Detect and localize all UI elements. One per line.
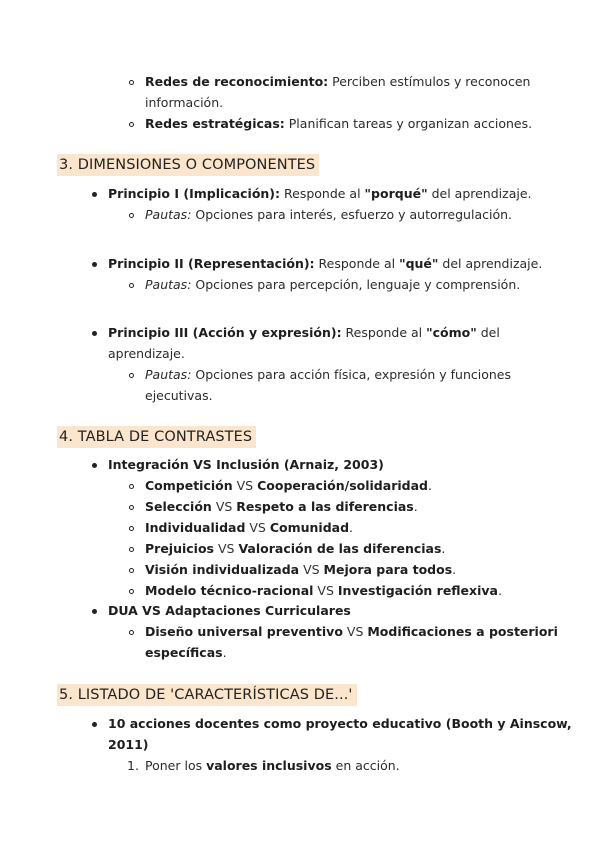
contrast-item [145,476,432,496]
bullet-icon [92,463,97,468]
contrast-b: Investigación reflexiva [337,583,498,598]
circle-bullet-icon [129,568,134,573]
item-text: Planifican tareas y organizan acciones. [284,116,533,131]
vs-label: VS [211,499,237,514]
pauta-text: Opciones para percepción, lenguaje y comprensión. [191,277,521,292]
contrast-item [145,581,502,601]
numbered-post: en acción. [331,758,400,773]
bullet-icon [92,331,97,336]
vs-label: VS [245,520,270,535]
bullet-icon [92,609,97,614]
period: . [413,499,418,514]
principle-quote: "cómo" [426,325,477,340]
period: . [452,562,457,577]
circle-bullet-icon [129,589,134,594]
list-item-continuation: información. [145,95,224,110]
circle-bullet-icon [129,213,134,218]
actions-title-continuation: 2011) [108,737,149,752]
contrast-b: Mejora para todos [323,562,453,577]
principle-title: Principio I (Implicación): [108,186,281,201]
contrast-a: Individualidad [145,520,246,535]
numbered-bold: valores inclusivos [206,758,332,773]
section-heading: 3. DIMENSIONES O COMPONENTES [57,154,319,176]
contrast-b: Respeto a las diferencias [236,499,414,514]
list-item [145,114,532,134]
numbered-marker: 1. [127,758,139,773]
contrast-item [145,497,418,517]
principle-text-end: del aprendizaje. [427,186,532,201]
contrast-item [145,560,456,580]
item-label: Redes estratégicas: [145,116,285,131]
circle-bullet-icon [129,373,134,378]
bullet-icon [92,192,97,197]
pauta-item [145,275,520,295]
contrast-a: Competición [145,478,233,493]
principle-text: Responde al [341,325,427,340]
principle-text-end: del [476,325,500,340]
section-heading: 5. LISTADO DE 'CARACTERÍSTICAS DE...' [57,684,357,706]
principle-item [108,254,542,274]
contrast-b-cont: específicas [145,645,223,660]
contrast-item-continuation: específicas. [145,645,227,660]
principle-text-end: del aprendizaje. [438,256,543,271]
contrast-item [145,622,558,642]
principle-text: Responde al [314,256,400,271]
pauta-text: Opciones para acción física, expresión y funciones [191,367,511,382]
period: . [441,541,446,556]
bullet-icon [92,722,97,727]
principle-text: Responde al [280,186,365,201]
contrast-b: Comunidad [269,520,350,535]
contrast-group-title: Integración VS Inclusión (Arnaiz, 2003) [108,457,384,472]
pauta-label: Pautas: [145,207,192,222]
pauta-label: Pautas: [145,367,192,382]
circle-bullet-icon [129,122,134,127]
item-label: Redes de reconocimiento: [145,74,329,89]
principle-title: Principio II (Representación): [108,256,315,271]
principle-continuation: aprendizaje. [108,346,185,361]
pauta-label: Pautas: [145,277,192,292]
pauta-item [145,365,511,385]
circle-bullet-icon [129,505,134,510]
period: . [497,583,502,598]
circle-bullet-icon [129,484,134,489]
numbered-item [145,756,400,776]
vs-label: VS [232,478,258,493]
pauta-text: Opciones para interés, esfuerzo y autorregulación. [191,207,513,222]
pauta-continuation: ejecutivas. [145,388,213,403]
contrast-b: Cooperación/solidaridad [257,478,428,493]
pauta-item [145,205,512,225]
circle-bullet-icon [129,80,134,85]
period: . [427,478,432,493]
contrast-a: Prejuicios [145,541,214,556]
contrast-group-title: DUA VS Adaptaciones Curriculares [108,603,351,618]
principle-title: Principio III (Acción y expresión): [108,325,342,340]
vs-label: VS [342,624,368,639]
contrast-b: Modificaciones a posteriori [367,624,558,639]
contrast-a: Selección [145,499,212,514]
vs-label: VS [214,541,239,556]
actions-title: 10 acciones docentes como proyecto educativo (Booth y Ainscow, [108,716,572,731]
item-text: Perciben estímulos y reconocen [328,74,531,89]
section-heading: 4. TABLA DE CONTRASTES [57,426,256,448]
contrast-item [145,539,445,559]
contrast-item [145,518,353,538]
contrast-b: Valoración de las diferencias [238,541,442,556]
contrast-a: Modelo técnico-racional [145,583,314,598]
contrast-a: Visión individualizada [145,562,300,577]
numbered-pre: Poner los [145,758,207,773]
principle-quote: "qué" [399,256,439,271]
circle-bullet-icon [129,283,134,288]
vs-label: VS [299,562,324,577]
list-item [145,72,530,92]
period: . [349,520,354,535]
circle-bullet-icon [129,526,134,531]
circle-bullet-icon [129,547,134,552]
bullet-icon [92,262,97,267]
contrast-a: Diseño universal preventivo [145,624,343,639]
principle-item [108,184,532,204]
vs-label: VS [313,583,338,598]
circle-bullet-icon [129,630,134,635]
principle-item [108,323,500,343]
principle-quote: "porqué" [364,186,428,201]
